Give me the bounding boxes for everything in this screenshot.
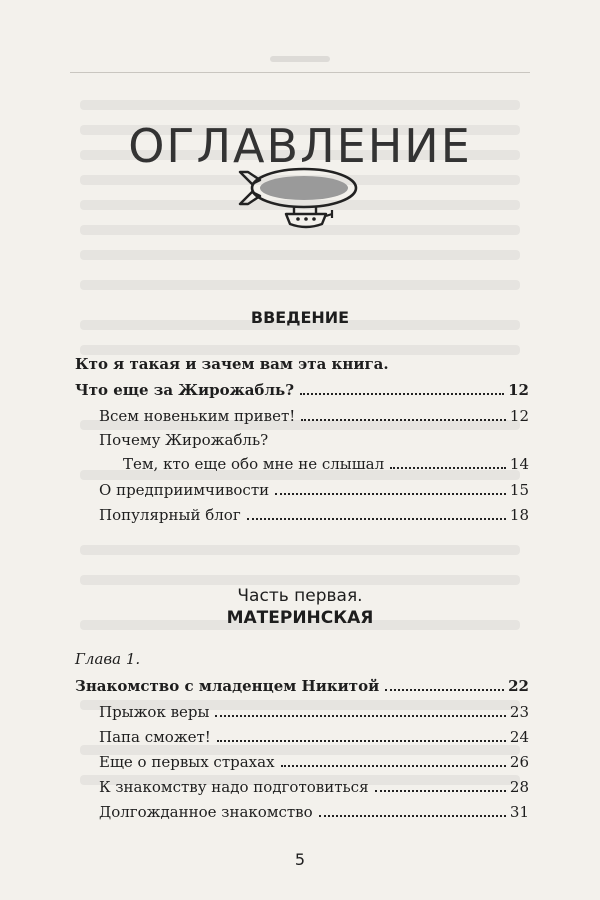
toc-entry[interactable] [123,454,529,474]
toc-entry[interactable] [99,752,529,772]
toc-entry-page: 26 [509,753,529,771]
dot-leader [217,740,506,742]
toc-entry-page: 18 [509,506,529,524]
toc-entry-page: 15 [509,481,529,499]
toc-entry[interactable] [99,505,529,525]
toc-entry-label: Прыжок веры [99,703,210,721]
introduction-heading: ВВЕДЕНИЕ [250,308,350,327]
header-rule [70,72,530,73]
toc-entry[interactable] [99,802,529,822]
dot-leader [275,493,506,495]
dot-leader [301,419,506,421]
toc-entry-page: 23 [509,703,529,721]
page-number: 5 [294,850,306,869]
toc-entry-label: Тем, кто еще обо мне не слышал [123,455,385,473]
toc-entry[interactable] [75,354,529,374]
toc-entry[interactable] [99,480,529,500]
toc-entry-label: Еще о первых страхах [99,753,275,771]
toc-entry[interactable] [99,727,529,747]
toc-entry-page: 24 [509,728,529,746]
toc-entry-page: 22 [508,677,529,695]
dot-leader [281,765,506,767]
toc-entry[interactable] [75,380,529,400]
part-name: МАТЕРИНСКАЯ [226,608,374,628]
toc-entry-label: Всем новеньким привет! [99,407,296,425]
toc-entry-page: 28 [509,778,529,796]
toc-entry-page: 12 [508,381,529,399]
toc-entry-label: Почему Жирожабль? [99,431,269,449]
dot-leader [375,790,506,792]
airship-icon [238,158,362,238]
part-label: Часть первая. [237,586,363,606]
toc-entry-page: 31 [509,803,529,821]
dot-leader [247,518,506,520]
running-header [270,56,330,62]
chapter-label: Глава 1. [75,650,141,668]
toc-entry-label: О предприимчивости [99,481,270,499]
toc-entry[interactable] [75,676,529,696]
toc-entry-label: Кто я такая и зачем вам эта книга. [75,355,389,373]
toc-entry-label: Долгожданное знакомство [99,803,313,821]
page-title: ОГЛАВЛЕНИЕ [128,118,472,173]
dot-leader [390,467,506,469]
toc-entry-page: 12 [509,407,529,425]
toc-entry-label: К знакомству надо подготовиться [99,778,369,796]
toc-entry-label: Что еще за Жирожабль? [75,381,294,399]
toc-entry[interactable] [99,777,529,797]
toc-entry-page: 14 [509,455,529,473]
toc-entry[interactable] [99,430,529,450]
toc-entry-label: Папа сможет! [99,728,211,746]
toc-entry-label: Знакомство с младенцем Никитой [75,677,380,695]
dot-leader [319,815,506,817]
toc-entry[interactable] [99,702,529,722]
dot-leader [215,715,505,717]
dot-leader [385,689,504,691]
toc-entry-label: Популярный блог [99,506,241,524]
dot-leader [300,393,504,395]
toc-entry[interactable] [99,406,529,426]
